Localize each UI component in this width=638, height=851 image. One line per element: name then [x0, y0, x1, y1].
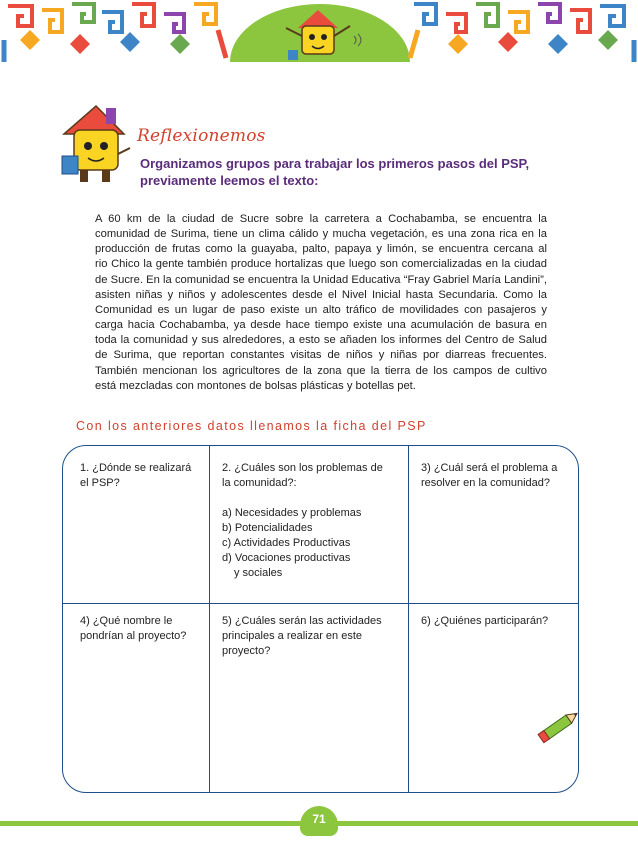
option-text: a) Necesidades y problemas	[222, 507, 362, 519]
paragraph-line: producción de frutas como la guayaba, palto, papaya y limón, se encuentra cercana al	[95, 243, 547, 256]
table-cell-q2[interactable]	[222, 461, 383, 581]
table-cell-q4[interactable]	[80, 614, 186, 644]
paragraph-line: toda la comunidad y sus alrededores, a esto se añaden los informes del Centro de Salud	[95, 334, 547, 347]
page-number: 71	[300, 806, 338, 836]
question-text: pondrían al proyecto?	[80, 630, 187, 642]
question-text: el PSP?	[80, 477, 120, 489]
table-cell-q3[interactable]	[421, 461, 557, 491]
option-text: d) Vocaciones productivas	[222, 552, 351, 564]
reading-paragraph	[95, 212, 547, 394]
pencil-icon	[535, 705, 583, 747]
paragraph-line: está mezcladas con montones de bolsas plásticas y botellas pet.	[95, 379, 416, 392]
table-cell-q6[interactable]	[421, 614, 548, 629]
question-text: 5) ¿Cuáles serán las actividades	[222, 615, 382, 627]
paragraph-line: de Sucre. En la comunidad se encuentra la Unidad Educativa “Fray Gabriel María Landini”,	[95, 273, 547, 286]
question-text: 3) ¿Cuál será el problema a	[421, 462, 558, 474]
paragraph-line: carga hacia Cochabamba, ya desde hace tiempo existe una acumulación de basura en	[95, 319, 547, 332]
table-cell-q5[interactable]	[222, 614, 382, 659]
option-text: c) Actividades Productivas	[222, 537, 351, 549]
question-text: resolver en la comunidad?	[421, 477, 551, 489]
table-divider	[408, 446, 409, 792]
question-text: 2. ¿Cuáles son los problemas de	[222, 462, 383, 474]
question-text: 1. ¿Dónde se realizará	[80, 462, 192, 474]
option-text: b) Potencialidades	[222, 522, 313, 534]
house-mascot-illustration	[60, 100, 140, 186]
paragraph-line: asisten niñas y niños y adolescentes desde el Nivel Inicial hasta Secundaria. Como la	[95, 288, 547, 301]
paragraph-line: Comunidad es un lugar de paso existe un alto tráfico de movilidades con pasajeros y	[95, 303, 547, 316]
question-text: la comunidad?:	[222, 477, 297, 489]
question-text: 4) ¿Qué nombre le	[80, 615, 173, 627]
question-text: principales a realizar en este	[222, 630, 363, 642]
question-text: 6) ¿Quiénes participarán?	[421, 615, 549, 627]
table-divider	[63, 603, 578, 604]
paragraph-line: rio Chico la gente también produce hortalizas que luego son comercializadas en la ciudad	[95, 258, 547, 271]
paragraph-line: comunidad de Surima, tiene un clima cálido y mucha vegetación, es una zona rica en la	[95, 228, 547, 241]
table-cell-q1[interactable]	[80, 461, 191, 491]
intro-instructions	[140, 155, 560, 189]
paragraph-line: de Surima, que reportan constantes visitas de niños y niñas por diarreas frecuentes.	[95, 349, 547, 362]
paragraph-line: También mencionan los agricultores de la zona que la tierra de los campos de cultivo	[95, 364, 547, 377]
question-text: proyecto?	[222, 645, 271, 657]
house-mascot-illustration	[268, 6, 368, 62]
paragraph-line: A 60 km de la ciudad de Sucre sobre la carretera a Cochabamba, se encuentra la	[95, 213, 547, 225]
section-title: Reflexionemos	[137, 126, 266, 146]
intro-line: Organizamos grupos para trabajar los primeros pasos del PSP,	[140, 156, 530, 171]
intro-line: previamente leemos el texto:	[140, 173, 319, 188]
option-text: y sociales	[234, 567, 283, 579]
table-divider	[209, 446, 210, 792]
worksheet-subtitle: Con los anteriores datos llenamos la ficha del PSP	[76, 419, 427, 433]
